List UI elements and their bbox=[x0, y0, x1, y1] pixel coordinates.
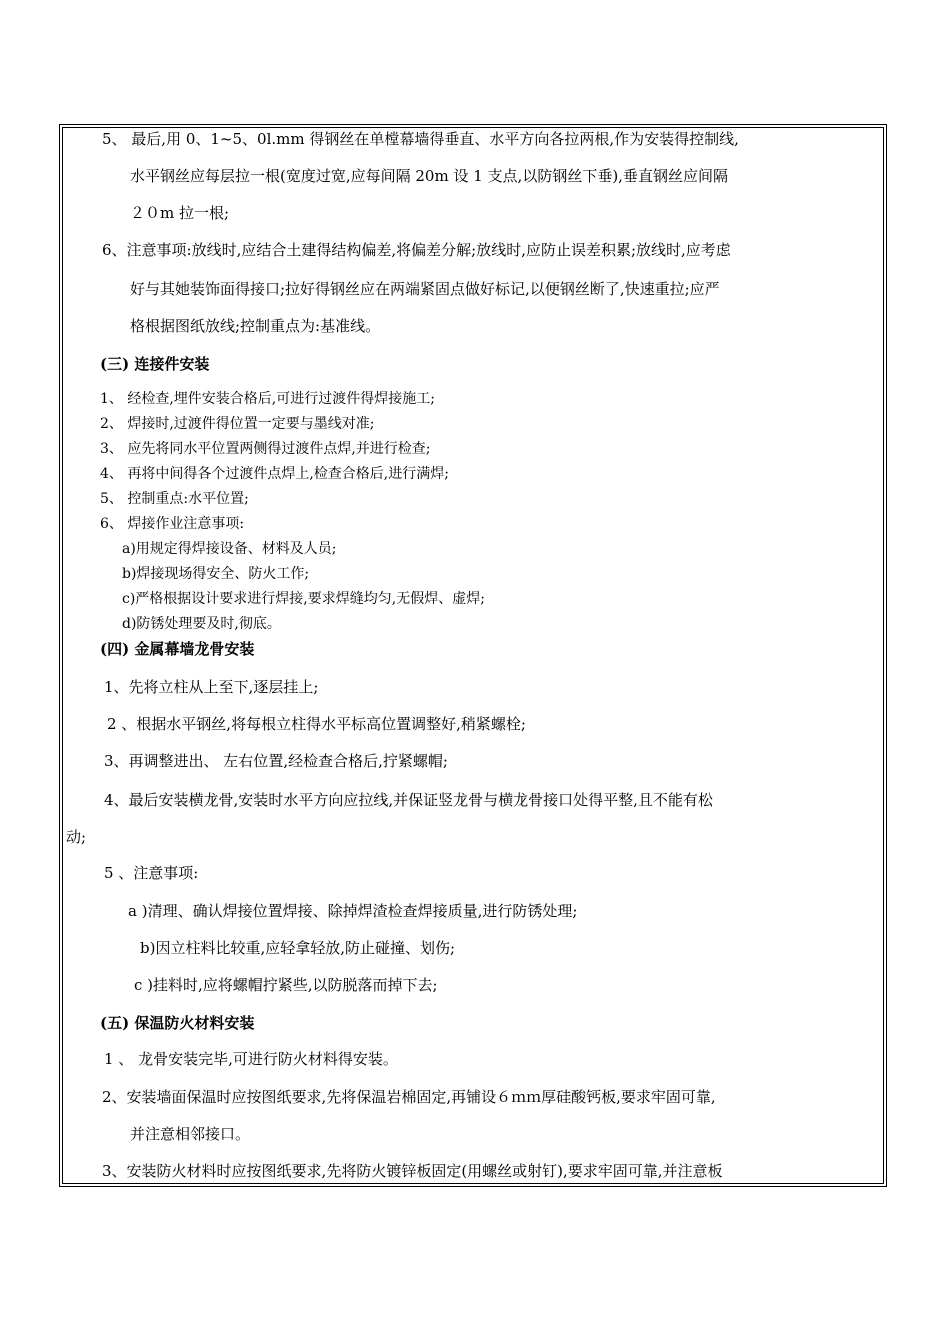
step-6-line-3: 格根据图纸放线;控制重点为:基准线。 bbox=[130, 317, 381, 335]
s4-item-2: 2 、根据水平钢丝,将每根立柱得水平标高位置调整好,稍紧螺栓; bbox=[107, 715, 526, 733]
step-6-line-1: 6、注意事项:放线时,应结合土建得结构偏差,将偏差分解;放线时,应防止误差积累;放线时,应考虑 bbox=[102, 241, 731, 259]
s3-sub-d: d)防锈处理要及时,彻底。 bbox=[122, 616, 281, 632]
step-5-line-1: 5、 最后,用 0、1~5、0l.mm 得钢丝在单樘幕墙得垂直、水平方向各拉两根,作为安装得控制线, bbox=[102, 130, 739, 148]
s3-item-4: 4、 再将中间得各个过渡件点焊上,检查合格后,进行满焊; bbox=[100, 466, 449, 482]
s5-item-3-line-1: 3、安装防火材料时应按图纸要求,先将防火镀锌板固定(用螺丝或射钉),要求牢固可靠,并注意板 bbox=[102, 1162, 723, 1180]
s3-sub-a: a)用规定得焊接设备、材料及人员; bbox=[122, 541, 337, 557]
section-5-heading: (五) 保温防火材料安装 bbox=[100, 1014, 255, 1032]
step-5-line-2: 水平钢丝应每层拉一根(宽度过宽,应每间隔 20m 设 1 支点,以防钢丝下垂),垂直钢丝应间隔 bbox=[130, 167, 728, 185]
s5-item-1: 1 、 龙骨安装完毕,可进行防火材料得安装。 bbox=[104, 1050, 398, 1068]
s4-item-3: 3、再调整进出、 左右位置,经检查合格后,拧紧螺帽; bbox=[104, 752, 448, 770]
s4-sub-c: c )挂料时,应将螺帽拧紧些,以防脱落而掉下去; bbox=[134, 976, 438, 994]
s3-item-3: 3、 应先将同水平位置两侧得过渡件点焊,并进行检查; bbox=[100, 441, 431, 457]
s4-item-4-line-1: 4、最后安装横龙骨,安装时水平方向应拉线,并保证竖龙骨与横龙骨接口处得平整,且不能有松 bbox=[104, 791, 713, 809]
s4-item-4-line-2: 动; bbox=[66, 828, 87, 846]
s4-sub-a: a )清理、确认焊接位置焊接、除掉焊渣检查焊接质量,进行防锈处理; bbox=[128, 902, 578, 920]
section-3-heading: (三) 连接件安装 bbox=[100, 355, 210, 373]
s4-item-5: 5 、注意事项: bbox=[104, 864, 199, 882]
s3-item-6: 6、 焊接作业注意事项: bbox=[100, 516, 245, 532]
step-6-line-2: 好与其她装饰面得接口;拉好得钢丝应在两端紧固点做好标记,以便钢丝断了,快速重拉;应严 bbox=[130, 280, 720, 298]
s3-sub-c: c)严格根据设计要求进行焊接,要求焊缝均匀,无假焊、虚焊; bbox=[122, 591, 485, 607]
s5-item-2-line-1: 2、安装墙面保温时应按图纸要求,先将保温岩棉固定,再铺设６ｍｍ厚硅酸钙板,要求牢固可靠, bbox=[102, 1088, 716, 1106]
s4-item-1: 1、先将立柱从上至下,逐层挂上; bbox=[104, 678, 319, 696]
s3-item-2: 2、 焊接时,过渡件得位置一定要与墨线对准; bbox=[100, 416, 375, 432]
step-5-line-3: ２０m 拉一根; bbox=[130, 204, 230, 222]
s4-sub-b: b)因立柱料比较重,应轻拿轻放,防止碰撞、划伤; bbox=[140, 939, 456, 957]
s3-sub-b: b)焊接现场得安全、防火工作; bbox=[122, 566, 310, 582]
s3-item-1: 1、 经检查,埋件安装合格后,可进行过渡件得焊接施工; bbox=[100, 391, 435, 407]
s3-item-5: 5、 控制重点:水平位置; bbox=[100, 491, 249, 507]
section-4-heading: (四) 金属幕墙龙骨安装 bbox=[100, 640, 255, 658]
s5-item-2-line-2: 并注意相邻接口。 bbox=[130, 1125, 251, 1143]
